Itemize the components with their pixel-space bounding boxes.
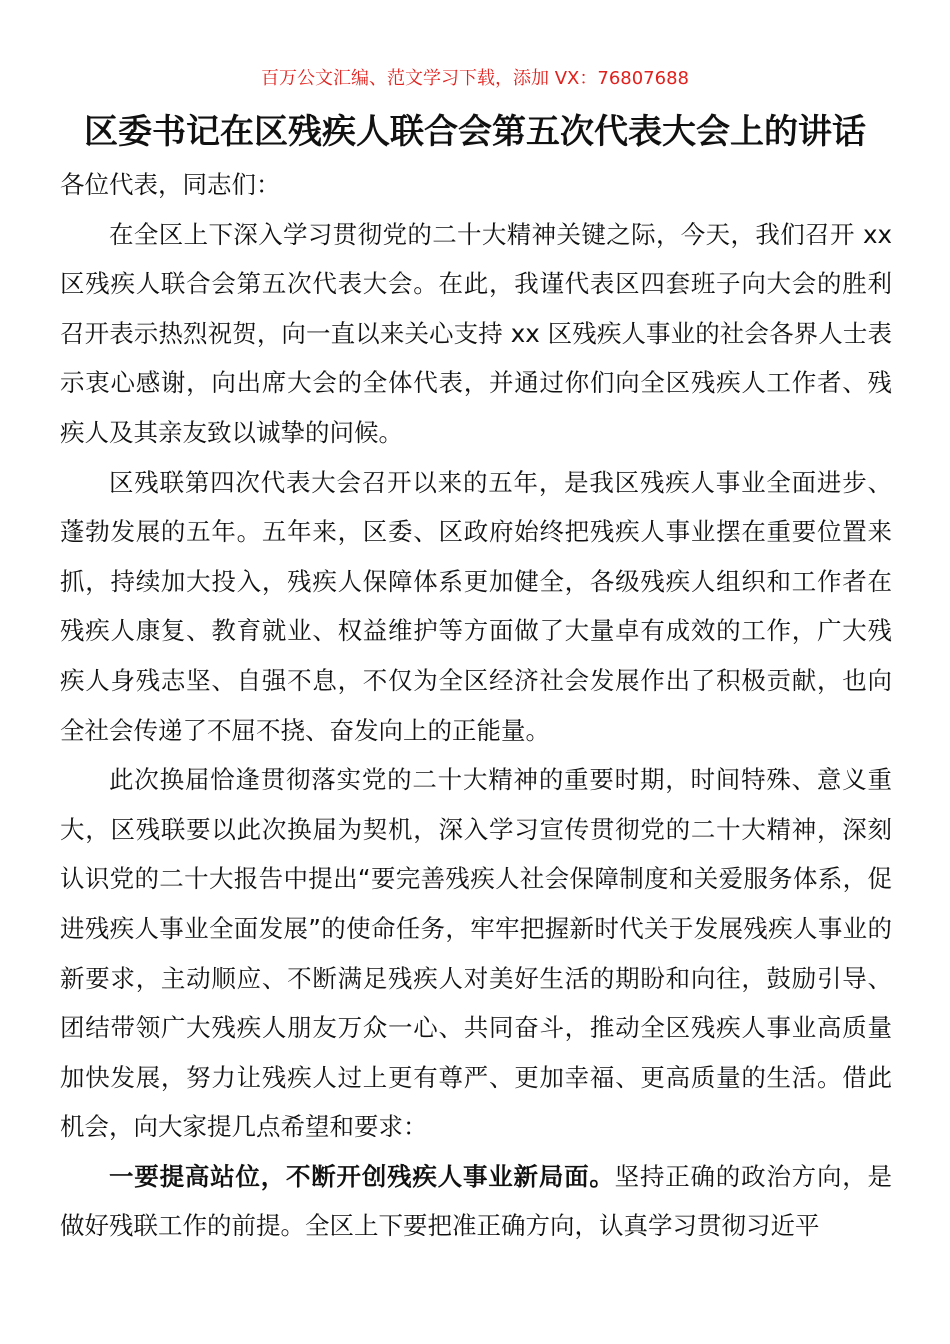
paragraph-2: 区残联第四次代表大会召开以来的五年，是我区残疾人事业全面进步、蓬勃发展的五年。五年来，区委、区政府始终把残疾人事业摆在重要位置来抓，持续加大投入，残疾人保障体系更加健全，各级残疾人组织和工作者在残疾人康复、教育就业、权益维护等方面做了大量卓有成效的工作，广大残疾人身残志坚、自强不息，不仅为全区经济社会发展作出了积极贡献，也向全社会传递了不屈不挠、奋发向上的正能量。 [60,467,892,745]
salutation: 各位代表，同志们： [60,170,281,199]
paragraph-4-lead: 一要提高站位，不断开创残疾人事业新局面。 [109,1161,615,1191]
paragraph-1: 在全区上下深入学习贯彻党的二十大精神关键之际，今天，我们召开 xx 区残疾人联合会第五次代表大会。在此，我谨代表区四套班子向大会的胜利召开表示热烈祝贺，向一直以来关心支持 xx 区残疾人事业的社会各界人士表示衷心感谢，向出席大会的全体代表，并通过你们向全区残疾人工作者、残疾人及其亲友致以诚挚的问候。 [60,219,892,447]
paragraph-4 [60,1152,892,1251]
document-title: 区委书记在区残疾人联合会第五次代表大会上的讲话 [84,112,866,152]
paragraph-3: 此次换届恰逢贯彻落实党的二十大精神的重要时期，时间特殊、意义重大，区残联要以此次换届为契机，深入学习宣传贯彻党的二十大精神，深刻认识党的二十大报告中提出“要完善残疾人社会保障制度和关爱服务体系，促进残疾人事业全面发展”的使命任务，牢牢把握新时代关于发展残疾人事业的新要求，主动顺应、不断满足残疾人对美好生活的期盼和向往，鼓励引导、团结带领广大残疾人朋友万众一心、共同奋斗，推动全区残疾人事业高质量加快发展，努力让残疾人过上更有尊严、更加幸福、更高质量的生活。借此机会，向大家提几点希望和要求： [60,765,892,1142]
document-body [60,160,892,1251]
watermark-text: 百万公文汇编、范文学习下载，添加 VX：76807688 [261,68,689,89]
paragraph-4-rest: 坚持正确的政治方向，是做好残联工作的前提。全区上下要把准正确方向，认真学习贯彻习近平 [60,1161,893,1241]
